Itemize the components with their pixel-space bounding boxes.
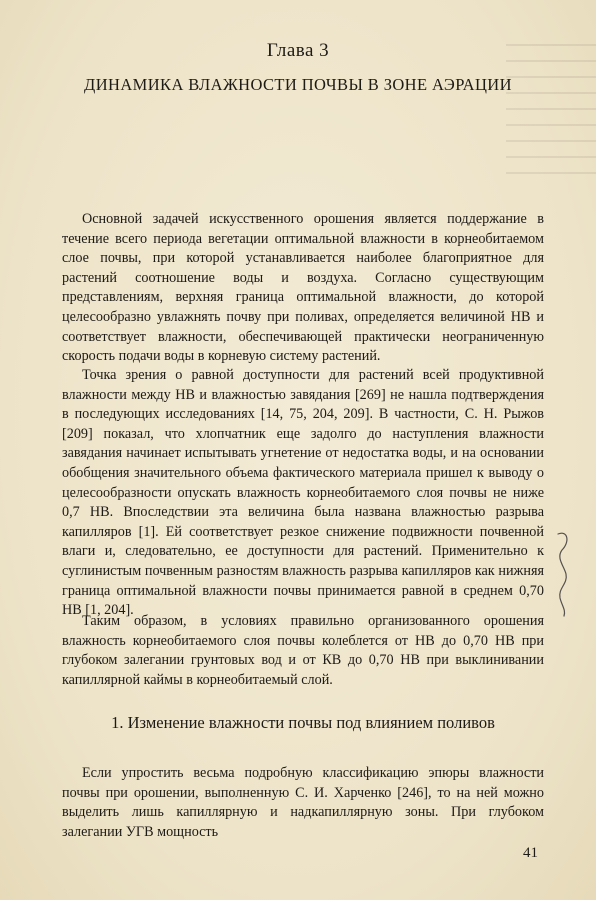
- body-paragraph: Основной задачей искусственного орошения является поддержание в течение всего периода вегетации оптимальной влажности в корнеобитаемом слое почвы, при которой устанавливается наиболее благоприятное для растений соотношение воды и воздуха. Согласно существующим представлениям, верхняя граница оптимальной влажности, до которой целесообразно увлажнять почву при поливах, определяется величиной НВ и соответствует влажности, обеспечивающей практически неограниченную скорость подачи воды в корневую систему растений.: [62, 211, 544, 365]
- section-heading: 1. Изменение влажности почвы под влиянием поливов: [111, 713, 495, 732]
- body-paragraph-1-block: [62, 210, 544, 367]
- section-paragraph: Если упростить весьма подробную классификацию эпюры влажности почвы при орошении, выполненную С. И. Харченко [246], то на ней можно выделить лишь капиллярную и надкапиллярную зоны. При глубоком залегании УГВ мощность: [62, 765, 544, 840]
- section-paragraph-block: [62, 764, 544, 842]
- chapter-label: Глава 3: [266, 40, 330, 61]
- pencil-bracket-mark: [548, 528, 578, 618]
- chapter-title: ДИНАМИКА ВЛАЖНОСТИ ПОЧВЫ В ЗОНЕ АЭРАЦИИ: [84, 75, 512, 94]
- body-paragraph-2-block: [62, 366, 544, 621]
- body-paragraph-3-block: [62, 612, 544, 690]
- body-paragraph: Точка зрения о равной доступности для растений всей продуктивной влажности между НВ и влажностью завядания [269] не нашла подтверждения в последующих исследованиях [14, 75, 204, 209]. В частности, С. Н. Рыжов [209] показал, что хлопчатник еще задолго до наступления влажности завядания начинает испытывать угнетение от недостатка воды, и на основании обобщения значительного объема фактического материала пришел к выводу о целесообразности опускать влажность корнеобитаемого слоя почвы не ниже 0,7 НВ. Впоследствии эта величина была названа влажностью разрыва капилляров [1]. Ей соответствует резкое снижение подвижности почвенной влаги и, следовательно, ее доступности для растений. Применительно к суглинистым почвенным разностям влажность разрыва капилляров как нижняя граница оптимальной влажности почвы принимается равной в среднем 0,70 НВ [1, 204].: [62, 367, 544, 619]
- body-paragraph: Таким образом, в условиях правильно организованного орошения влажность корнеобитаемого слоя почвы колеблется от НВ до 0,70 НВ при глубоком залегании грунтовых вод и от КВ до 0,70 НВ при выклинивании капиллярной каймы в корнеобитаемый слой.: [62, 613, 544, 688]
- page-number: 41: [523, 845, 538, 861]
